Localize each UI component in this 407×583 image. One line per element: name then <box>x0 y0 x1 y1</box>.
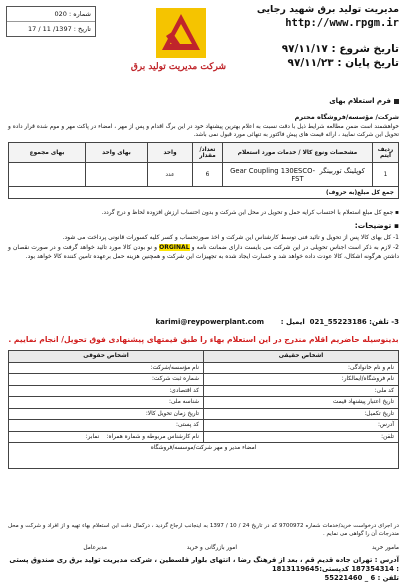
field-staff-contact[interactable]: نام کارشناس مربوطه و شماره همراه: نمابر: <box>9 431 204 443</box>
contact-phone: 3- تلفن: 021_55223186 ایمیل : <box>280 318 399 326</box>
table-row <box>9 420 399 432</box>
total-words-label: جمع کل مبلغ(به حروف) <box>9 187 399 199</box>
table-row <box>9 385 399 397</box>
footer-address: آدرس : تهران جاده قدیم قم ، بعد از فرهنگ رضا ، انتهای بلوار فلسطین ، شرکت مدیریت تولید برق ری صندوق پستی : 187354314 کدپستی:1813119645 <box>9 556 399 573</box>
cell-unit-price[interactable] <box>86 163 148 187</box>
form-date: تاریخ : 1397/ 11 / 17 <box>7 21 95 36</box>
signature-purchaser: مامور خرید <box>371 545 399 551</box>
company-logo <box>130 6 226 86</box>
signature-ceo: مدیرعامل <box>83 545 107 551</box>
company-url[interactable]: http://www.rpgm.ir <box>285 17 399 29</box>
field-registration-number[interactable]: شماره ثبت شرکت: <box>9 374 204 386</box>
notes-title: ▪ توضیحات: <box>354 221 399 230</box>
start-date: تاریخ شروع : ۹۷/۱۱/۱۷ <box>281 43 399 55</box>
field-phone[interactable]: تلفن: <box>204 431 399 443</box>
col-row: ردیف آیتم <box>373 143 399 163</box>
form-number: شماره : 020 <box>54 10 91 18</box>
field-address[interactable]: آدرس: <box>204 420 399 432</box>
field-signature[interactable]: امضاء مدیر و مهر شرکت/موسسه/فروشگاه <box>9 443 399 469</box>
note-1: 1- کل بهای کالا پس از تحویل و تائید فنی توسط کارشناس این شرکت و اخذ صورتحساب و کسر کلیه کسورات قانونی پرداخت می شود. <box>62 234 399 241</box>
contact-email[interactable]: karimi@reypowerplant.com <box>155 318 264 326</box>
field-offer-validity[interactable]: تاریخ اعتبار پیشنهاد قیمت <box>204 397 399 409</box>
col-unit: واحد <box>148 143 193 163</box>
field-national-code[interactable]: کد ملی: <box>204 385 399 397</box>
date-range <box>229 42 399 70</box>
field-delivery-date[interactable]: تاریخ زمان تحویل کالا: <box>9 408 204 420</box>
contact-line <box>8 318 399 330</box>
table-row <box>9 443 399 469</box>
party-table <box>8 350 399 469</box>
note-2: 2- لازم به ذکر است اجناس تحویلی در این شرکت می بایست دارای ضمانت نامه و ORGINAL و نو بودن کالا مورد تائید خواهد گرفت و در صورت نقصان و داشتن هرگونه اشکال، کالا عودت داده خواهد شد و خسارت ایجاد شده به تجهیزات این شرکت و همچنین هزینه حمل برعهده تامین کننده کالا خواهد بود. <box>8 243 399 260</box>
field-economic-code[interactable]: کد اقتصادی: <box>9 385 204 397</box>
party-header-row <box>9 351 399 363</box>
bullet-square-icon <box>394 99 399 104</box>
col-unit-price: بهای واحد <box>86 143 148 163</box>
signature-commerce: امور بازرگانی و خرید <box>186 545 237 551</box>
table-row <box>9 408 399 420</box>
company-name: مدیریت تولید برق شهید رجایی <box>256 4 399 15</box>
price-note: ▪ جمع کل مبلغ استعلام با احتساب کرایه حمل و تحویل در محل این شرکت و بدون احتساب ارزش افزوده لحاظ و درج گردد. <box>101 210 399 216</box>
table-row <box>9 362 399 374</box>
field-company-name[interactable]: نام مؤسسه/شرکت: <box>9 362 204 374</box>
field-completion-date[interactable]: تاریخ تکمیل: <box>204 408 399 420</box>
meta-box <box>6 6 96 37</box>
legal-header: اشخاص حقوقی <box>9 351 204 363</box>
logo-icon <box>154 6 208 60</box>
greeting: شرکت/ مؤسسه/فروشگاه محترم <box>294 113 399 121</box>
cell-unit: عدد <box>148 163 193 187</box>
table-row <box>9 374 399 386</box>
col-spec: مشخصات ونوع کالا / خدمات مورد استعلام <box>223 143 373 163</box>
footer-phone: تلفن : 6 _ 55221460 <box>324 574 399 582</box>
items-table <box>8 142 399 199</box>
field-postal-code[interactable]: کد پستی: <box>9 420 204 432</box>
field-shop-name[interactable]: نام فروشگاه/ایمالکار: <box>204 374 399 386</box>
header-block <box>229 4 399 70</box>
footer <box>8 556 399 583</box>
cell-spec: کوپلینگ توربینگر Gear Coupling 130ESCO-FST <box>223 163 373 187</box>
field-national-id[interactable]: شناسه ملی: <box>9 397 204 409</box>
original-highlight: ORGINAL <box>159 243 190 251</box>
natural-header: اشخاص حقیقی <box>204 351 399 363</box>
table-row <box>9 397 399 409</box>
warning-text: بدینوسیله حاضریم اقلام مندرج در این استعلام بهاء را طبق قیمتهای پیشنهادی فوق تحویل/ انجام نماییم . <box>8 335 399 344</box>
cell-qty: 6 <box>193 163 223 187</box>
final-statement: در اجرای درخواست خرید/خدمات شماره 9700972 که در تاریخ 24 / 10 / 1397 به اینجانب ارجاع گردید ، درکمال دقت این استعلام بهاء تهیه و از افراد و شرکت و محل مندرجات آن را گواهی می نمایم . <box>8 523 399 537</box>
items-header-row <box>9 143 399 163</box>
logo-caption: شرکت مدیریت تولید برق <box>130 62 226 72</box>
cell-total[interactable] <box>9 163 86 187</box>
col-qty: تعداد/ مقدار <box>193 143 223 163</box>
notes-list <box>8 233 399 262</box>
col-total: بهای مجموع <box>9 143 86 163</box>
table-row <box>9 163 399 187</box>
total-row <box>9 187 399 199</box>
intro-text: خواهشمند است ضمن مطالعه شرایط ذیل با دقت نسبت به اعلام بهترین پیشنهاد خود در این برگ اقدام و پس از مهر ، امضاء در پاکت مهر و موم شده قرار داده و تحویل این شرکت نمایید ، ارائه قیمت های پیش فاکتور به تنهائی مورد قبول نمی باشد. <box>8 124 399 138</box>
cell-row: 1 <box>373 163 399 187</box>
field-full-name[interactable]: نام و نام خانوادگی: <box>204 362 399 374</box>
end-date: تاریخ پایان : ۹۷/۱۱/۲۳ <box>287 57 399 69</box>
form-title: فرم استعلام بهای <box>329 97 399 105</box>
table-row <box>9 431 399 443</box>
